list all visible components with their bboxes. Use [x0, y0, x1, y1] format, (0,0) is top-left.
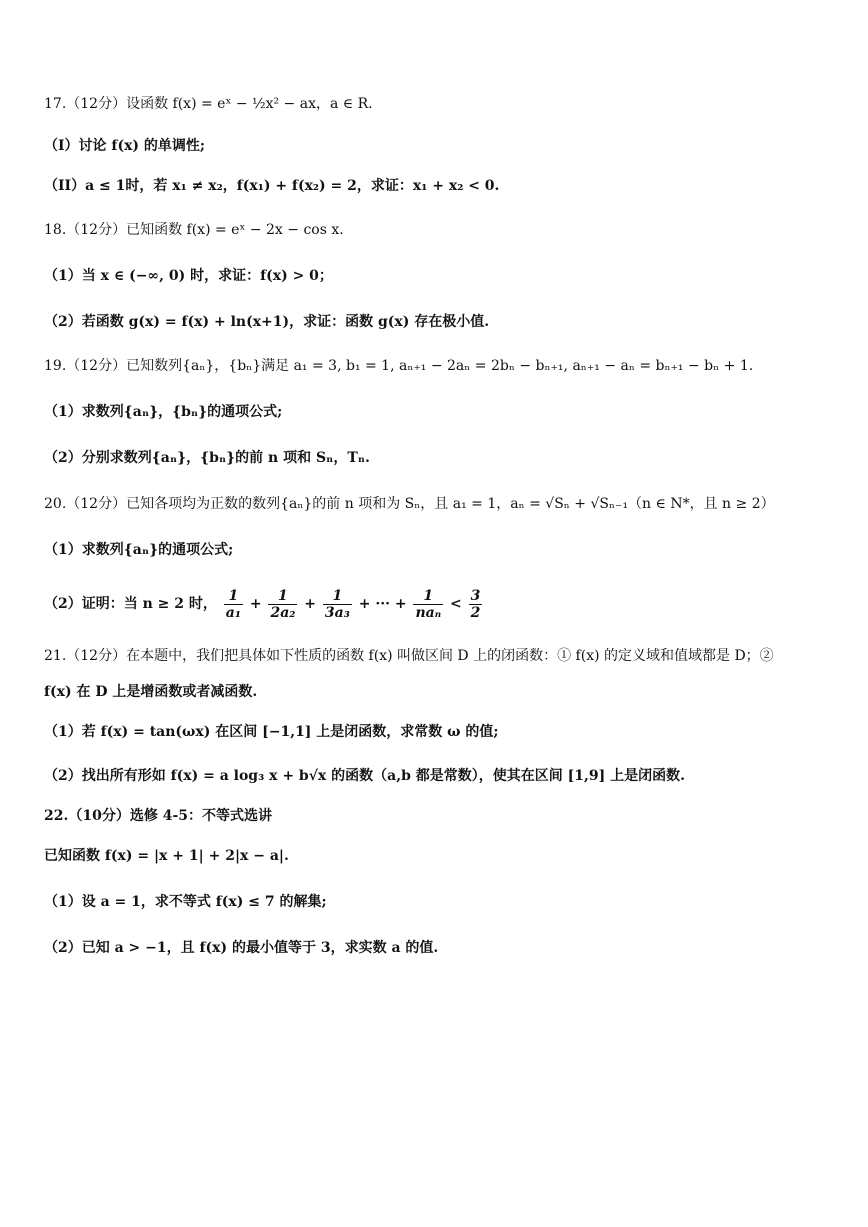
problem-22-given: 已知函数 f(x) = |x + 1| + 2|x − a|.: [44, 848, 289, 864]
problem-17-header: 17.（12分）设函数 f(x) = eˣ − ½x² − ax，a ∈ R.: [44, 96, 373, 112]
fraction-2: $\frac{1}{\text{2a₂}}$: [270, 587, 296, 621]
problem-21-header: 21.（12分）在本题中，我们把具体如下性质的函数 f(x) 叫做区间 D 上的闭函数：① f(x) 的定义域和值域都是 D；②: [44, 648, 774, 664]
problem-19-header: 19.（12分）已知数列{aₙ}，{bₙ}满足 a₁ = 3, b₁ = 1, aₙ₊₁ − 2aₙ = 2bₙ − bₙ₊₁, aₙ₊₁ − aₙ = bₙ₊₁ − bₙ + 1.: [44, 358, 754, 374]
problem-20-part1: （1）求数列{aₙ}的通项公式;: [44, 542, 234, 558]
problem-18-header: 18.（12分）已知函数 f(x) = eˣ − 2x − cos x.: [44, 222, 344, 238]
problem-22-part2: （2）已知 a > −1，且 f(x) 的最小值等于 3，求实数 a 的值.: [44, 940, 439, 956]
problem-20-header: 20.（12分）已知各项均为正数的数列{aₙ}的前 n 项和为 Sₙ，且 a₁ = 1，aₙ = √Sₙ + √Sₙ₋₁（n ∈ N*，且 n ≥ 2）: [44, 496, 775, 512]
problem-17-part2: （II）a ≤ 1时，若 x₁ ≠ x₂，f(x₁) + f(x₂) = 2，求证：x₁ + x₂ < 0.: [44, 178, 500, 194]
problem-17-part1: （I）讨论 f(x) 的单调性;: [44, 138, 206, 154]
problem-20-part2: （2）证明：当 n ≥ 2 时， $\frac{1}{\text{a₁}}$ + $\frac{1}{\text{2a₂}}$ + $\frac{1}{\text{3a₃}}$ + ··· + $\frac{1}{\text{naₙ}}$ < $\frac{3}{2}$: [44, 587, 481, 621]
fraction-n: $\frac{1}{\text{naₙ}}$: [415, 587, 442, 621]
problem-22-part1: （1）设 a = 1，求不等式 f(x) ≤ 7 的解集;: [44, 894, 327, 910]
problem-21-header-cont: f(x) 在 D 上是增函数或者减函数.: [44, 684, 258, 700]
fraction-1: $\frac{1}{\text{a₁}}$: [225, 587, 241, 621]
problem-20-part2-prefix: （2）证明：当 n ≥ 2 时，: [44, 596, 217, 612]
problem-19-part1: （1）求数列{aₙ}，{bₙ}的通项公式;: [44, 404, 283, 420]
problem-22-header: 22.（10分）选修 4-5：不等式选讲: [44, 808, 273, 824]
problem-18-part2: （2）若函数 g(x) = f(x) + ln(x+1)，求证：函数 g(x) 存在极小值.: [44, 314, 490, 330]
fraction-bound: $\frac{3}{2}$: [470, 587, 481, 621]
problem-18-part1: （1）当 x ∈ (−∞, 0) 时，求证：f(x) > 0；: [44, 268, 333, 284]
problem-21-part1: （1）若 f(x) = tan(ωx) 在区间 [−1,1] 上是闭函数，求常数 ω 的值;: [44, 724, 499, 740]
problem-19-part2: （2）分别求数列{aₙ}，{bₙ}的前 n 项和 Sₙ，Tₙ.: [44, 450, 370, 466]
problem-21-part2: （2）找出所有形如 f(x) = a log₃ x + b√x 的函数（a,b 都是常数），使其在区间 [1,9] 上是闭函数.: [44, 768, 685, 784]
fraction-3: $\frac{1}{\text{3a₃}}$: [324, 587, 350, 621]
